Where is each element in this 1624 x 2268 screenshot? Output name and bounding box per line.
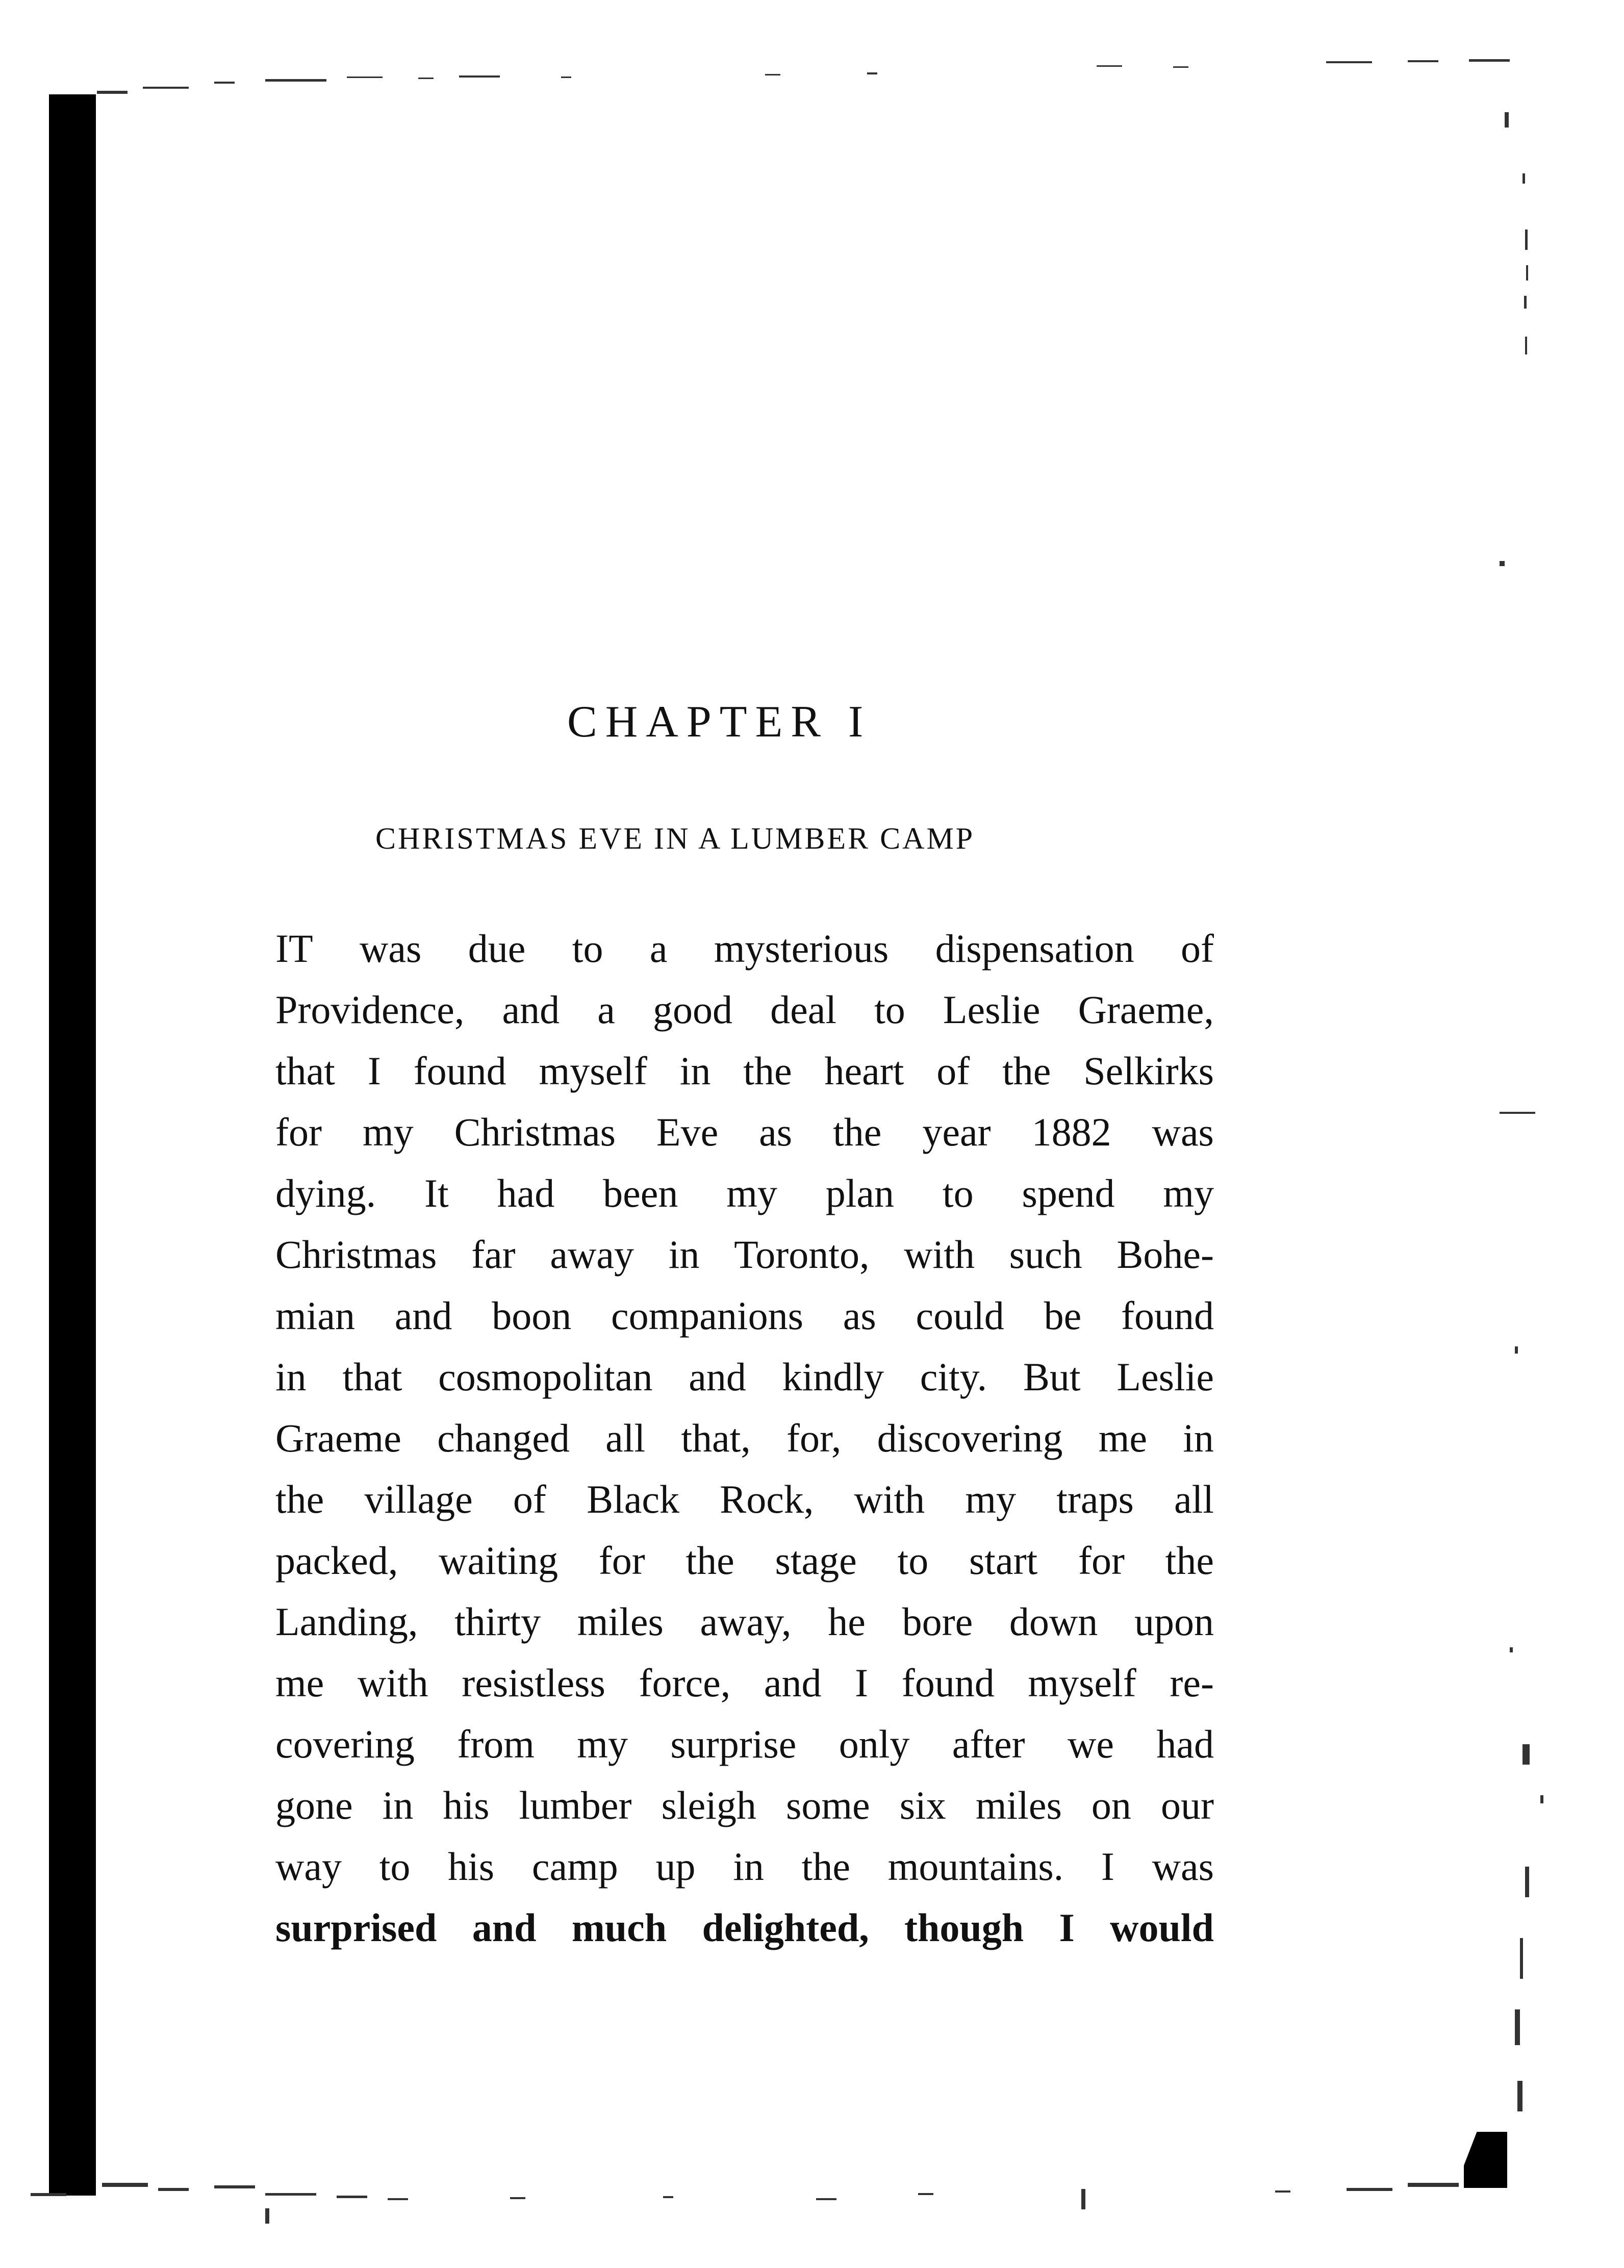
body-word: deal [770,987,836,1032]
body-word: as [759,1110,793,1154]
body-word: had [497,1171,555,1215]
body-word: down [1009,1599,1098,1644]
body-word: for [598,1538,645,1583]
body-word: that, [681,1416,751,1460]
body-word: to [942,1171,974,1215]
body-word: camp [531,1844,618,1889]
body-word: had [1156,1722,1214,1766]
body-word: sleigh [661,1783,756,1827]
body-word: some [785,1783,870,1827]
body-line [275,1224,1214,1285]
body-word: my [1163,1171,1214,1215]
body-word: as [843,1293,876,1338]
body-word: the [686,1538,734,1583]
body-word: would [1110,1905,1214,1950]
body-word: could [916,1293,1004,1338]
body-word: delighted, [702,1905,869,1950]
body-word: surprised [275,1905,437,1950]
body-word: was [1152,1844,1214,1889]
body-word: I [855,1661,869,1705]
body-word: to [379,1844,411,1889]
body-word: for, [786,1416,842,1460]
body-word: myself [1028,1661,1136,1705]
body-word: kindly [782,1355,884,1399]
body-word: our [1160,1783,1214,1827]
body-word: gone [275,1783,353,1827]
body-word: heart [824,1049,904,1093]
body-word: bore [902,1599,973,1644]
body-word: dying. [275,1171,376,1215]
body-word: Christmas [454,1110,616,1154]
body-word: his [443,1783,490,1827]
body-word: boon [492,1293,572,1338]
body-word: city. [920,1355,987,1399]
body-line [275,1163,1214,1224]
body-word: with [357,1661,428,1705]
body-word: discovering [877,1416,1063,1460]
body-word: my [726,1171,777,1215]
body-word: my [362,1110,414,1154]
body-line [275,1775,1214,1836]
body-text [275,918,1214,1958]
body-word: I [1059,1905,1075,1950]
body-word: I [367,1049,381,1093]
body-word: in [382,1783,414,1827]
body-word: Providence, [275,987,465,1032]
body-word: the [275,1477,324,1521]
body-word: year [922,1110,991,1154]
body-word: way [275,1844,342,1889]
body-word: in [733,1844,764,1889]
body-word: and [764,1661,822,1705]
body-word: village [364,1477,473,1521]
body-word: cosmopolitan [438,1355,653,1399]
body-word: that [275,1049,335,1093]
body-word: IT [275,926,313,971]
body-line [275,1408,1214,1469]
body-word: and [502,987,560,1032]
body-word: such [1009,1232,1082,1277]
body-word: in [275,1355,307,1399]
body-word: traps [1056,1477,1134,1521]
body-word: re- [1170,1661,1214,1705]
body-word: surprise [670,1722,797,1766]
body-line [275,1040,1214,1102]
body-word: only [839,1722,910,1766]
body-word: plan [825,1171,895,1215]
body-word: and [394,1293,452,1338]
body-word: me [275,1661,324,1705]
body-word: a [649,926,668,971]
body-word: to [874,987,905,1032]
body-line [275,1530,1214,1591]
body-word: dispensation [935,926,1134,971]
body-word: of [1181,926,1214,971]
body-word: of [513,1477,546,1521]
body-word: a [597,987,615,1032]
body-word: found [413,1049,506,1093]
body-word: that [342,1355,402,1399]
body-word: to [897,1538,929,1583]
chapter-heading: CHAPTER I [567,697,872,747]
body-word: in [679,1049,711,1093]
body-word: thirty [454,1599,541,1644]
body-word: all [1174,1477,1214,1521]
body-word: and [472,1905,537,1950]
body-line [275,918,1214,979]
body-word: of [936,1049,970,1093]
scan-binding-edge [49,94,96,2196]
body-word: be [1044,1293,1082,1338]
body-word: resistless [462,1661,605,1705]
body-word: away, [700,1599,792,1644]
body-word: in [668,1232,700,1277]
body-word: Graeme, [1078,987,1214,1032]
body-word: away [550,1232,634,1277]
body-word: Christmas [275,1232,437,1277]
body-line [275,1652,1214,1714]
chapter-subtitle: CHRISTMAS EVE IN A LUMBER CAMP [375,822,975,855]
body-line [275,1469,1214,1530]
body-word: Leslie [943,987,1041,1032]
body-word: the [1165,1538,1214,1583]
body-word: was [1152,1110,1214,1154]
body-word: for [275,1110,322,1154]
body-word: Graeme [275,1416,401,1460]
body-line [275,1346,1214,1408]
body-word: me [1098,1416,1148,1460]
body-word: due [468,926,526,971]
body-word: Selkirks [1083,1049,1214,1093]
body-word: companions [611,1293,803,1338]
body-word: miles [975,1783,1062,1827]
body-word: Toronto, [734,1232,870,1277]
body-word: far [471,1232,516,1277]
body-word: stage [775,1538,857,1583]
body-word: the [833,1110,882,1154]
scan-noise-top [0,51,1624,97]
body-word: Eve [656,1110,719,1154]
body-word: lumber [519,1783,632,1827]
body-word: force, [639,1661,731,1705]
body-word: mountains. [887,1844,1064,1889]
body-word: he [828,1599,866,1644]
body-word: was [360,926,422,971]
body-word: upon [1134,1599,1214,1644]
body-word: covering [275,1722,415,1766]
body-word: Landing, [275,1599,418,1644]
body-word: 1882 [1031,1110,1111,1154]
body-word: and [689,1355,746,1399]
body-word: start [969,1538,1038,1583]
body-word: Bohe- [1116,1232,1214,1277]
body-word: with [904,1232,975,1277]
body-word: up [655,1844,696,1889]
body-word: But [1023,1355,1081,1399]
scan-noise-right [1469,51,1622,2244]
body-word: been [603,1171,678,1215]
body-word: much [571,1905,667,1950]
body-word: Black [587,1477,679,1521]
body-line [275,1897,1214,1958]
body-word: my [577,1722,628,1766]
body-word: from [457,1722,535,1766]
body-word: myself [539,1049,647,1093]
scan-noise-bottom [0,2132,1624,2234]
body-word: all [605,1416,646,1460]
body-line [275,1285,1214,1346]
body-word: for [1078,1538,1125,1583]
body-word: I [1101,1844,1114,1889]
body-word: in [1183,1416,1214,1460]
body-line [275,1591,1214,1652]
body-word: Rock, [720,1477,814,1521]
body-line [275,979,1214,1040]
body-word: It [424,1171,449,1215]
body-word: we [1068,1722,1114,1766]
body-word: miles [577,1599,664,1644]
body-word: the [743,1049,792,1093]
body-word: spend [1022,1171,1115,1215]
body-word: with [854,1477,925,1521]
body-word: the [1002,1049,1051,1093]
body-word: six [899,1783,946,1827]
body-line [275,1714,1214,1775]
body-word: his [448,1844,495,1889]
body-word: on [1091,1783,1131,1827]
body-word: mysterious [714,926,889,971]
body-word: good [652,987,732,1032]
body-word: after [952,1722,1025,1766]
body-word: mian [275,1293,355,1338]
body-word: waiting [439,1538,559,1583]
body-line [275,1836,1214,1897]
body-word: the [801,1844,850,1889]
body-word: changed [437,1416,570,1460]
body-word: Leslie [1116,1355,1214,1399]
body-word: though [904,1905,1024,1950]
body-word: found [901,1661,995,1705]
body-word: found [1121,1293,1214,1338]
body-line [275,1102,1214,1163]
body-word: to [572,926,603,971]
body-word: my [965,1477,1017,1521]
body-word: packed, [275,1538,398,1583]
